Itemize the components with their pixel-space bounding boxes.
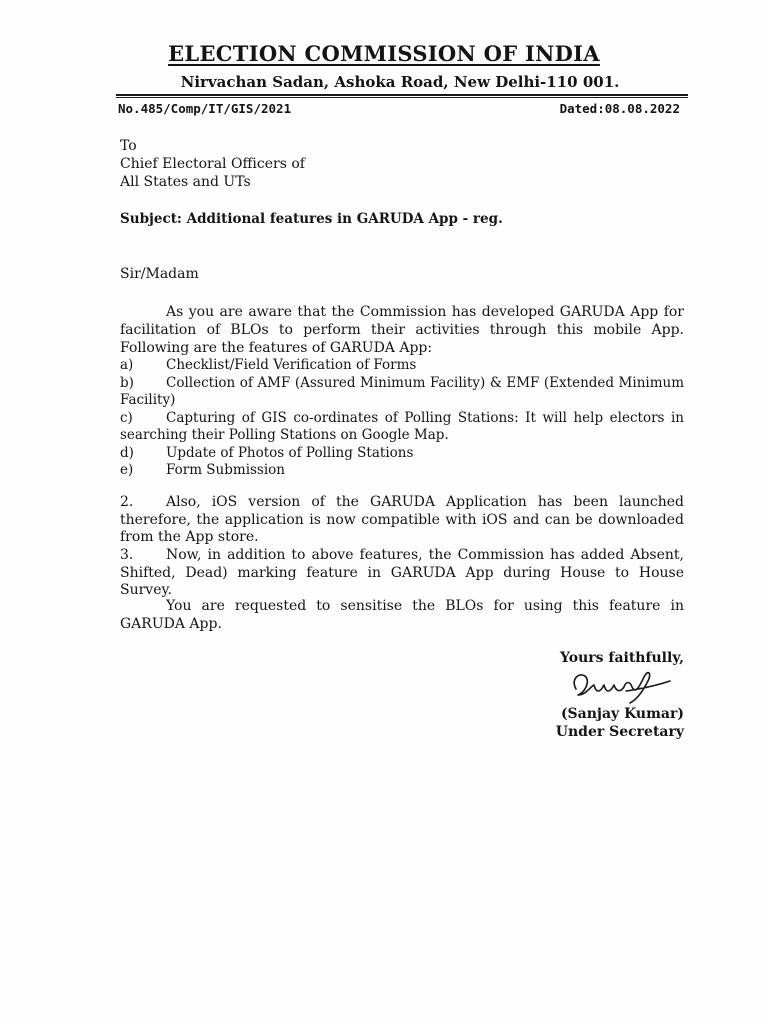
list-item-text: Update of Photos of Polling Stations (166, 444, 414, 461)
signatory-name: (Sanjay Kumar) (560, 706, 684, 722)
list-item (120, 357, 684, 375)
recipient-line-1: Chief Electoral Officers of (120, 156, 305, 172)
handwritten-signature (566, 665, 676, 707)
letter-date: Dated:08.08.2022 (559, 101, 680, 116)
recipient-line-2: All States and UTs (120, 174, 251, 190)
list-item-marker: c) (120, 409, 133, 426)
organization-address: Nirvachan Sadan, Ashoka Road, New Delhi-110 001. (180, 73, 620, 91)
list-item-marker: a) (120, 357, 134, 373)
paragraph-text: Now, in addition to above features, the Commission has added Absent, Shifted, Dead) marking feature in GARUDA App during House to House Survey. (120, 547, 684, 598)
salutation: Sir/Madam (120, 266, 199, 282)
paragraph-3 (120, 547, 684, 600)
list-item-marker: b) (120, 374, 134, 391)
list-item-text: Capturing of GIS co-ordinates of Polling Stations: It will help electors in searching their Polling Stations on Google Map. (120, 409, 684, 443)
signatory-designation: Under Secretary (555, 724, 684, 740)
paragraph-number: 2. (120, 494, 134, 510)
list-item (120, 445, 684, 463)
list-item (120, 462, 684, 480)
recipient-to: To (120, 138, 137, 154)
list-item-text: Form Submission (166, 462, 286, 478)
header-divider-thin (116, 97, 688, 98)
paragraph-4: You are requested to sensitise the BLOs for using this feature in GARUDA App. (120, 598, 684, 632)
paragraph-number: 3. (120, 547, 134, 563)
list-item-marker: d) (120, 444, 134, 461)
list-item-text: Collection of AMF (Assured Minimum Facility) & EMF (Extended Minimum Facility) (120, 374, 684, 408)
recipient-block (120, 137, 305, 191)
list-item-text: Checklist/Field Verification of Forms (166, 357, 417, 373)
subject-line: Subject: Additional features in GARUDA App - reg. (120, 211, 503, 227)
list-item-marker: e) (120, 462, 134, 478)
intro-paragraph: As you are aware that the Commission has developed GARUDA App for facilitation of BLOs to perform their activities through this mobile App. Following are the features of GARUDA App: (120, 304, 684, 356)
feature-list (120, 357, 684, 480)
list-item (120, 410, 684, 445)
header-divider (116, 94, 688, 96)
paragraph-2 (120, 494, 684, 547)
valediction: Yours faithfully, (560, 650, 684, 666)
organization-title: ELECTION COMMISSION OF INDIA (168, 41, 600, 66)
reference-number: No.485/Comp/IT/GIS/2021 (118, 101, 292, 116)
paragraph-text: Also, iOS version of the GARUDA Application has been launched therefore, the application is now compatible with iOS and can be downloaded from the App store. (120, 494, 684, 545)
list-item (120, 375, 684, 410)
